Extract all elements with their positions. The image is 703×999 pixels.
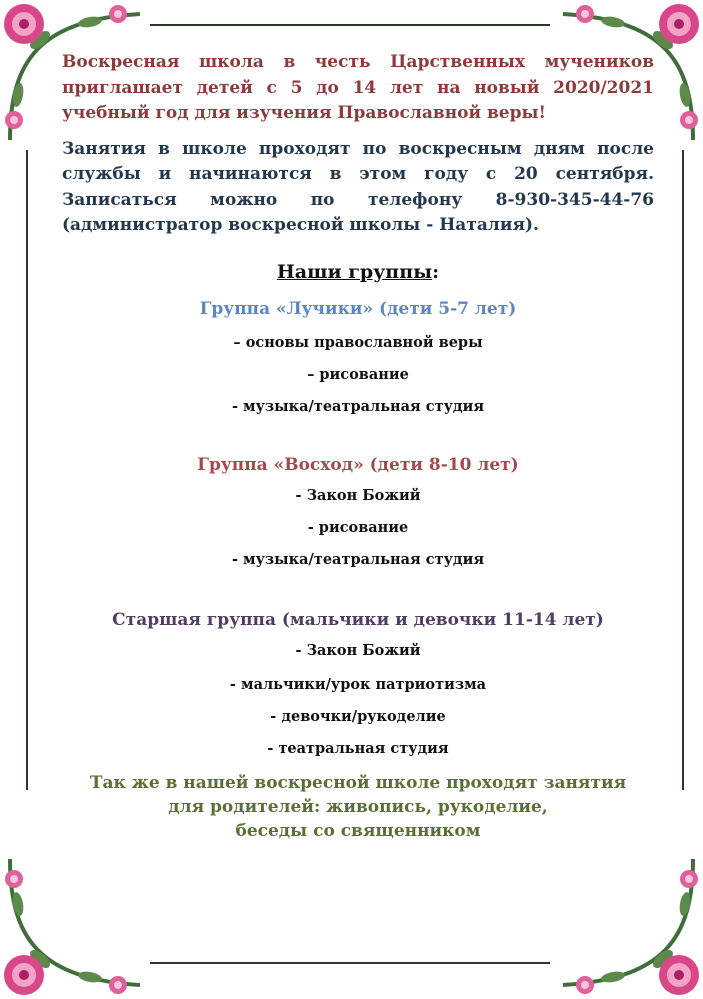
document-content [62,50,654,843]
frame-bottom-line [150,962,550,964]
info-paragraph [62,137,654,239]
group-item: – основы православной веры [233,333,483,351]
intro-line: Воскресная школа в честь Царственных мучеников [62,52,654,72]
footer-line: для родителей: живопись, рукоделие, [168,796,548,817]
group-item: - театральная студия [267,739,449,757]
info-line: Записаться можно по телефону 8-930-345-44-76 [62,189,654,210]
frame-right-line [682,150,684,790]
groups-heading-colon: : [432,260,440,283]
group-item: - Закон Божий [295,486,421,504]
intro-line: приглашает детей с 5 до 14 лет на новый 2020/2021 [62,77,654,98]
corner-ornament-bottom-right [553,849,703,999]
group-item: - музыка/театральная студия [231,550,485,568]
group-item: - девочки/рукоделие [270,707,446,725]
info-line: (администратор воскресной школы - Наталия). [62,215,539,235]
frame-left-line [26,150,28,790]
group-item: – рисование [307,365,409,383]
info-line: Занятия в школе проходят по воскресным дням после [62,138,654,159]
info-line: службы и начинаются в этом году с 20 сентября. [62,164,654,184]
group-title-luchiki: Группа «Лучики» (дети 5-7 лет) [199,298,517,319]
corner-ornament-bottom-left [0,849,150,999]
footer-paragraph [62,771,654,843]
footer-line: Так же в нашей воскресной школе проходят занятия [89,772,627,793]
frame-top-line [150,24,550,26]
intro-paragraph [62,50,654,127]
groups-heading-text: Наши группы [276,260,433,283]
group-item: - мальчики/урок патриотизма [229,675,487,693]
footer-line: беседы со священником [235,820,481,841]
group-title-voskhod: Группа «Восход» (дети 8-10 лет) [197,454,519,475]
group-item: - Закон Божий [295,641,421,659]
group-title-senior: Старшая группа (мальчики и девочки 11-14 лет) [112,609,604,630]
groups-heading [62,261,654,283]
group-item: - музыка/театральная студия [231,397,485,415]
group-item: - рисование [307,518,409,536]
intro-line: учебный год для изучения Православной веры! [62,103,547,123]
